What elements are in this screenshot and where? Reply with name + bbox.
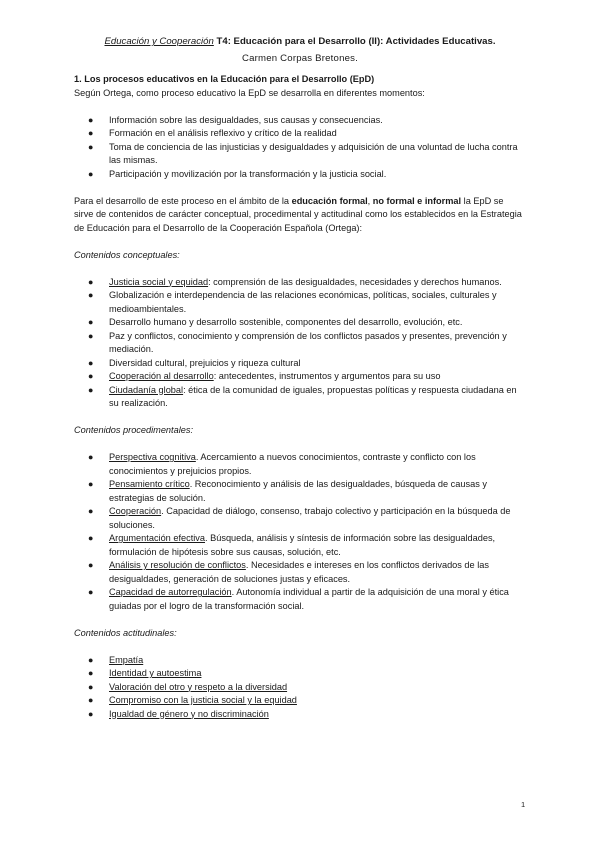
bullet-icon: ● (88, 357, 94, 368)
bullet-icon: ● (88, 114, 94, 125)
course-name: Educación y Cooperación (104, 36, 214, 47)
list-item: ● Pensamiento crítico. Reconocimiento y análisis de las desigualdades, búsqueda de causas y estrategias de solución. (88, 479, 487, 503)
page-number: 1 (521, 800, 526, 809)
list-item: ● Información sobre las desigualdades, sus causas y consecuencias. (74, 114, 524, 128)
bullet-icon: ● (88, 560, 94, 570)
attitudinal-heading: Contenidos actitudinales: (74, 627, 177, 638)
list-item: ● Análisis y resolución de conflictos. Necesidades e intereses en los conflictos derivados de las desigualdades, generación de soluciones justas y eficaces. (88, 560, 489, 584)
bullet-icon: ● (88, 128, 94, 138)
topic-title: T4: Educación para el Desarrollo (II): Actividades Educativas. (213, 36, 496, 47)
moments-list (74, 114, 524, 182)
list-item: ● Argumentación efectiva. Búsqueda, análisis y síntesis de información sobre las desigualdades, formulación de hipótesis sobre sus causas, solución, etc. (88, 533, 496, 557)
list-item: ● Empatía (74, 654, 524, 668)
bullet-icon: ● (88, 708, 94, 719)
bullet-icon: ● (88, 141, 94, 152)
list-item: ● Identidad y autoestima (74, 667, 524, 681)
bullet-icon: ● (88, 668, 94, 678)
list-item: ● Desarrollo humano y desarrollo sostenible, componentes del desarrollo, evolución, etc. (74, 316, 524, 330)
conceptual-list (74, 276, 524, 411)
list-item: ● Diversidad cultural, prejuicios y riqueza cultural (74, 357, 524, 371)
list-item: ● Justicia social y equidad: comprensión de las desigualdades, necesidades y derechos humanos. (74, 276, 524, 290)
list-item: ● Formación en el análisis reflexivo y crítico de la realidad (74, 127, 524, 141)
section-paragraph: Para el desarrollo de este proceso en el ámbito de la educación formal, no formal e informal la EpD se sirve de contenidos de carácter conceptual, procedimental y actitudinal como los establecidos en la Estrategia de Educación para el Desarrollo de la Cooperación Española (Ortega): (74, 195, 522, 233)
bullet-icon: ● (88, 317, 94, 327)
bullet-icon: ● (88, 276, 94, 287)
list-item: ● Cooperación. Capacidad de diálogo, consenso, trabajo colectivo y participación en la búsqueda de soluciones. (88, 506, 511, 530)
bullet-icon: ● (88, 452, 94, 462)
list-item: ● Cooperación al desarrollo: antecedentes, instrumentos y argumentos para su uso (74, 370, 524, 384)
list-item: ● Paz y conflictos, conocimiento y comprensión de los conflictos pasados y presentes, prevención y mediación. (88, 330, 507, 354)
bullet-icon: ● (88, 695, 94, 705)
list-item: ● Compromiso con la justicia social y la equidad (74, 694, 524, 708)
bullet-icon: ● (88, 371, 94, 381)
list-item: ● Ciudadanía global: ética de la comunidad de iguales, propuestas políticas y respuesta ciudadana en su realización. (88, 384, 517, 408)
list-item: ● Participación y movilización por la transformación y la justicia social. (74, 168, 524, 182)
attitudinal-list (74, 654, 524, 722)
bullet-icon: ● (88, 330, 94, 341)
list-item: ● Perspectiva cognitiva. Acercamiento a nuevos conocimientos, contraste y conflicto con los conocimientos y prejuicios propios. (88, 452, 476, 476)
bullet-icon: ● (88, 587, 94, 597)
document-body (74, 73, 524, 721)
bullet-icon: ● (88, 681, 94, 692)
bullet-icon: ● (88, 384, 94, 395)
bullet-icon: ● (88, 290, 94, 300)
bullet-icon: ● (88, 479, 94, 489)
bullet-icon: ● (88, 168, 94, 179)
conceptual-heading: Contenidos conceptuales: (74, 249, 180, 260)
section-intro: Según Ortega, como proceso educativo la EpD se desarrolla en diferentes momentos: (74, 87, 425, 98)
bullet-icon: ● (88, 654, 94, 665)
list-item: ● Valoración del otro y respeto a la diversidad (74, 681, 524, 695)
bullet-icon: ● (88, 533, 94, 543)
list-item: ● Igualdad de género y no discriminación (74, 708, 524, 722)
author-name: Carmen Corpas Bretones. (241, 53, 359, 64)
bullet-icon: ● (88, 506, 94, 516)
list-item: ● Globalización e interdependencia de las relaciones económicas, políticas, sociales, culturales y medioambientales. (88, 290, 497, 314)
list-item: ● Toma de conciencia de las injusticias y desigualdades y adquisición de una voluntad de lucha contra las mismas. (88, 141, 518, 165)
procedural-heading: Contenidos procedimentales: (74, 425, 193, 435)
list-item: ● Capacidad de autorregulación. Autonomía individual a partir de la adquisición de una moral y ética guiadas por el logro de la transformación social. (88, 587, 509, 611)
document-header (0, 36, 600, 47)
procedural-list (74, 451, 524, 613)
section-title: 1. Los procesos educativos en la Educación para el Desarrollo (EpD) (74, 74, 375, 84)
